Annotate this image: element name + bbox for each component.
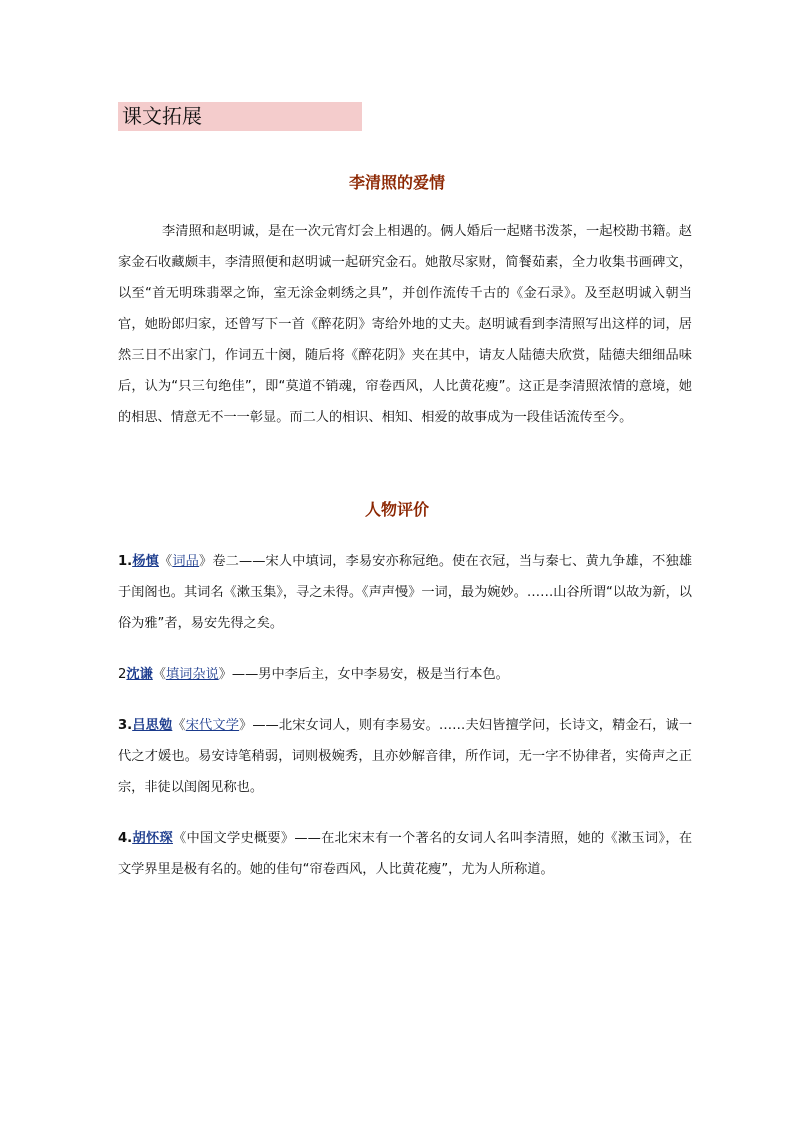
quote-text: 》——男中李后主，女中李易安，极是当行本色。	[218, 667, 509, 682]
quote-number: 2	[118, 667, 127, 682]
quote-text: 》卷二——宋人中填词，李易安亦称冠绝。使在衣冠，当与秦七、黄九争雄，不独雄于闺阁也。其词名《漱玉集》，寻之未得。《声声慢》一词，最为婉妙。……山谷所谓“以故为新，以俗为雅”者，易安先得之矣。	[118, 554, 693, 631]
section-banner: 课文拓展	[118, 102, 362, 131]
quote-number: 4.	[118, 831, 133, 846]
story-paragraph: 李清照和赵明诚，是在一次元宵灯会上相遇的。俩人婚后一起赌书泼茶，一起校勘书籍。赵家金石收藏颇丰，李清照便和赵明诚一起研究金石。她散尽家财，简餐茹素，全力收集书画碑文，以至“首无明珠翡翠之饰，室无涂金刺绣之具”，并创作流传千古的《金石录》。及至赵明诚入朝当官，她盼郎归家，还曾写下一首《醉花阴》寄给外地的丈夫。赵明诚看到李清照写出这样的词，居然三日不出家门，作词五十阕，随后将《醉花阴》夹在其中，请友人陆德夫欣赏，陆德夫细细品味后，认为“只三句绝佳”，即“莫道不销魂，帘卷西风，人比黄花瘦”。这正是李清照浓情的意境，她的相思、情意无不一一彰显。而二人的相识、相知、相爱的故事成为一段佳话流传至今。	[118, 224, 692, 425]
quote-item	[118, 659, 692, 690]
quote-bracket: 《	[159, 554, 173, 569]
author-link[interactable]: 沈谦	[126, 667, 153, 682]
quote-text: 》——北宋女词人，则有李易安。……夫妇皆擅学问，长诗文，精金石，诚一代之才媛也。易安诗笔稍弱，词则极婉秀，且亦妙解音律，所作词，无一字不协律者，实倚声之正宗，非徒以闺阁见称也。	[118, 718, 693, 795]
section-title-love: 李清照的爱情	[348, 173, 445, 192]
author-link[interactable]: 杨慎	[132, 554, 159, 569]
quote-item	[118, 823, 692, 885]
section-title-evaluation: 人物评价	[364, 500, 429, 519]
quote-item	[118, 546, 692, 639]
quote-bracket: 《	[152, 667, 166, 682]
author-link[interactable]: 吕思勉	[132, 718, 173, 733]
work-link[interactable]: 词品	[172, 554, 200, 569]
quote-bracket: 《	[172, 718, 186, 733]
author-link[interactable]: 胡怀琛	[132, 831, 173, 846]
quote-number: 1.	[118, 554, 133, 569]
quote-number: 3.	[118, 718, 133, 733]
quote-text: 《中国文学史概要》——在北宋末有一个著名的女词人名叫李清照，她的《漱玉词》，在文学界里是极有名的。她的佳句“帘卷西风，人比黄花瘦”，尤为人所称道。	[118, 831, 693, 877]
quote-item	[118, 710, 692, 803]
work-link[interactable]: 宋代文学	[185, 718, 240, 733]
work-link[interactable]: 填词杂说	[165, 667, 219, 682]
